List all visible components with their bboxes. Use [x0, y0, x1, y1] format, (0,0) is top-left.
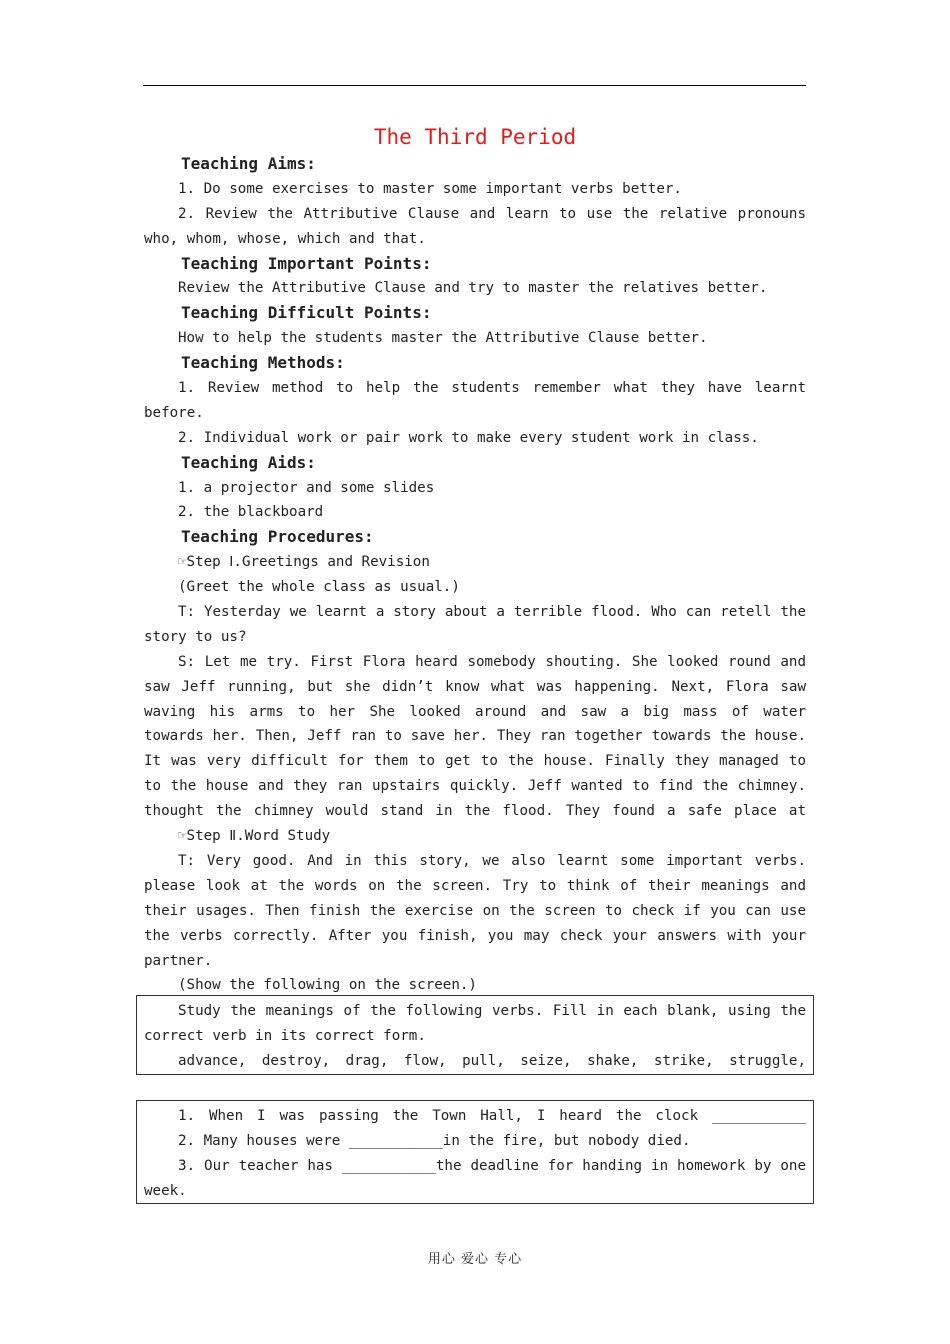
aims-item-2-cont: who, whom, whose, which and that. [144, 230, 426, 247]
student-line-3: waving his arms to her She looked around and saw a big mass of water [144, 703, 806, 720]
teacher-line-4: their usages. Then finish the exercise on the screen to check if you can use [144, 902, 806, 919]
verb-list-box [136, 995, 814, 1075]
teacher-line-3: please look at the words on the screen. Try to think of their meanings and [144, 877, 806, 894]
methods-item-1-cont: before. [144, 404, 204, 421]
student-line-2: saw Jeff running, but she didn’t know what was happening. Next, Flora saw [144, 678, 806, 695]
exercise-question-2: 2. Many houses were ___________in the fire, but nobody died. [178, 1132, 691, 1149]
aids-heading: Teaching Aids: [181, 452, 316, 472]
exercise-box [136, 1100, 814, 1204]
greet-note: (Greet the whole class as usual.) [178, 579, 460, 596]
exercise-question-1: 1. When I was passing the Town Hall, I heard the clock ___________ [178, 1108, 806, 1124]
box1-verbs: advance, destroy, drag, flow, pull, seize, shake, strike, struggle, [178, 1052, 806, 1069]
step-1-heading: ☞Step Ⅰ.Greetings and Revision [178, 554, 430, 571]
header-rule [143, 85, 806, 86]
teacher-line-6: partner. [144, 952, 213, 969]
document-body [144, 122, 806, 998]
methods-item-1: 1. Review method to help the students remember what they have learnt [178, 380, 806, 397]
aims-item-2: 2. Review the Attributive Clause and learn to use the relative pronouns [178, 205, 806, 222]
important-heading: Teaching Important Points: [181, 253, 432, 273]
teacher-line-1: T: Yesterday we learnt a story about a terrible flood. Who can retell the [178, 604, 806, 621]
difficult-heading: Teaching Difficult Points: [181, 303, 432, 323]
box1-instruction-cont: correct verb in its correct form. [144, 1027, 426, 1044]
student-line-5: It was very difficult for them to get to the house. Finally they managed to [144, 753, 806, 770]
student-line-1: S: Let me try. First Flora heard somebody shouting. She looked round and [178, 653, 806, 670]
student-line-6: to the house and they ran upstairs quickly. Jeff wanted to find the chimney. [144, 778, 806, 795]
aims-item-1: 1. Do some exercises to master some important verbs better. [178, 180, 682, 197]
difficult-text: How to help the students master the Attributive Clause better. [178, 330, 708, 347]
procedures-heading: Teaching Procedures: [181, 527, 374, 547]
step-2-heading: ☞Step Ⅱ.Word Study [178, 828, 331, 845]
page-footer: 用心 爱心 专心 [427, 1252, 523, 1267]
methods-item-2: 2. Individual work or pair work to make every student work in class. [178, 429, 759, 446]
exercise-question-3: 3. Our teacher has ___________the deadline for handing in homework by one [178, 1157, 806, 1174]
teacher-line-2: T: Very good. And in this story, we also learnt some important verbs. [178, 852, 806, 869]
teacher-line-1-cont: story to us? [144, 628, 247, 645]
aids-item-2: 2. the blackboard [178, 504, 324, 521]
teacher-line-5: the verbs correctly. After you finish, you may check your answers with your [144, 927, 806, 944]
aids-item-1: 1. a projector and some slides [178, 479, 435, 496]
student-line-7: thought the chimney would stand in the flood. They found a safe place at [144, 803, 806, 820]
page-title: The Third Period [373, 125, 577, 149]
methods-heading: Teaching Methods: [181, 353, 345, 373]
box1-instruction: Study the meanings of the following verbs. Fill in each blank, using the [178, 1003, 806, 1019]
exercise-question-3-cont: week. [144, 1182, 187, 1199]
show-note: (Show the following on the screen.) [178, 977, 477, 994]
aims-heading: Teaching Aims: [181, 154, 316, 173]
important-text: Review the Attributive Clause and try to master the relatives better. [178, 280, 768, 297]
student-line-4: towards her. Then, Jeff ran to save her. They ran together towards the house. [144, 728, 806, 745]
